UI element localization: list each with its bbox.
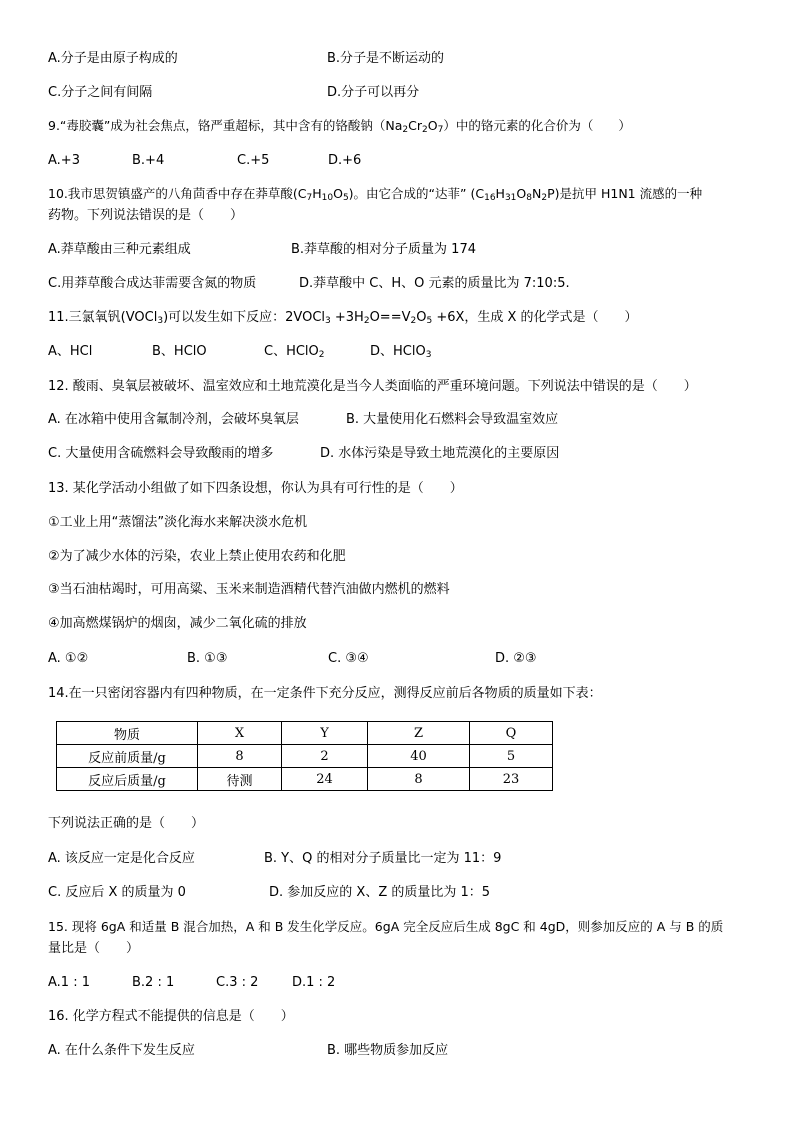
table-row — [57, 745, 553, 768]
q14-option-b: B. Y、Q 的相对分子质量比一定为 11：9 — [264, 851, 502, 866]
table-cell: 8 — [198, 745, 282, 768]
q13-stem: 13. 某化学活动小组做了如下四条设想，你认为具有可行性的是（ ） — [48, 481, 463, 496]
q8-option-b: B.分子是不断运动的 — [327, 51, 445, 66]
q9-option-a: A.+3 — [48, 153, 80, 168]
q12-stem: 12. 酸雨、臭氧层被破坏、温室效应和土地荒漠化是当今人类面临的严重环境问题。下列说法中错误的是（ ） — [48, 379, 697, 394]
q15-option-c: C.3 : 2 — [216, 975, 259, 990]
q14-stem: 14.在一只密闭容器内有四种物质，在一定条件下充分反应，测得反应前后各物质的质量如下表： — [48, 686, 602, 701]
q13-option-b: B. ①③ — [187, 651, 228, 666]
table-cell: 24 — [282, 768, 368, 791]
q16-stem: 16. 化学方程式不能提供的信息是（ ） — [48, 1009, 294, 1024]
table-header-cell: Z — [368, 722, 470, 745]
q15-option-d: D.1 : 2 — [292, 975, 336, 990]
q9-stem: 9.“毒胶囊”成为社会焦点，铬严重超标，其中含有的铬酸钠$(Na_2Cr_2O_7)$中的铬元素的化合价为（ ） — [48, 118, 631, 135]
q9-option-d: D.+6 — [328, 153, 362, 168]
q13-option-d: D. ②③ — [495, 651, 537, 666]
q10-option-c: C.用莽草酸合成达菲需要含氮的物质 — [48, 276, 257, 291]
q11-stem: 11.三氯氧钒(VOCl$_3$)可以发生如下反应：2VOCl$_3$ $+3H_2O==V_2O_5 +6X$，生成 X 的化学式是（ ） — [48, 310, 638, 326]
q8-option-a: A.分子是由原子构成的 — [48, 51, 178, 66]
q12-option-b: B. 大量使用化石燃料会导致温室效应 — [346, 412, 559, 427]
q10-stem-line1: 10.我市思贺镇盛产的八角茴香中存在莽草酸$(C_7H_{10}O_5)$。由它合成的“达菲” $(C_{16}H_{31}O_8N_2P)$是抗甲 H1N1 流感的一种 — [48, 186, 703, 203]
q13-item-4: ④加高燃煤锅炉的烟囱，减少二氧化硫的排放 — [48, 616, 307, 631]
q13-item-2: ②为了减少水体的污染，农业上禁止使用农药和化肥 — [48, 549, 346, 564]
table-cell: 反应后质量/g — [57, 768, 198, 791]
q13-option-c: C. ③④ — [328, 651, 369, 666]
q15-stem-line1: 15. 现将 6gA 和适量 B 混合加热，A 和 B 发生化学反应。6gA 完全反应后生成 8gC 和 4gD，则参加反应的 A 与 B 的质 — [48, 919, 724, 934]
q11-options — [48, 342, 431, 362]
q11-option-b: B、HClO — [152, 344, 207, 359]
q11-option-d: D、HClO$_3$ — [370, 344, 432, 360]
q16-option-a: A. 在什么条件下发生反应 — [48, 1043, 195, 1058]
q13-item-3: ③当石油枯竭时，可用高粱、玉米来制造酒精代替汽油做内燃机的燃料 — [48, 582, 450, 597]
q10-option-d: D.莽草酸中 C、H、O 元素的质量比为 7:10:5. — [299, 276, 570, 291]
q15-options — [48, 973, 335, 993]
table-cell: 2 — [282, 745, 368, 768]
table-cell: 反应前质量/g — [57, 745, 198, 768]
table-cell: 5 — [470, 745, 553, 768]
q12-option-a: A. 在冰箱中使用含氟制冷剂，会破坏臭氧层 — [48, 412, 299, 427]
q12-option-c: C. 大量使用含硫燃料会导致酸雨的增多 — [48, 446, 274, 461]
table-cell: 40 — [368, 745, 470, 768]
table-header-cell: Y — [282, 722, 368, 745]
table-cell: 待测 — [198, 768, 282, 791]
q16-option-b: B. 哪些物质参加反应 — [327, 1043, 449, 1058]
q14-prompt: 下列说法正确的是（ ） — [48, 816, 205, 831]
q15-option-a: A.1 : 1 — [48, 975, 90, 990]
table-cell: 8 — [368, 768, 470, 791]
table-header-row — [57, 722, 553, 745]
q13-item-1: ①工业上用“蒸馏法”淡化海水来解决淡水危机 — [48, 515, 308, 530]
table-header-cell: X — [198, 722, 282, 745]
table-header-cell: Q — [470, 722, 553, 745]
q14-mass-table — [56, 721, 553, 791]
q10-stem-line2: 药物。下列说法错误的是（ ） — [48, 208, 244, 223]
q9-options — [48, 151, 361, 171]
q8-option-d: D.分子可以再分 — [327, 85, 420, 100]
q15-option-b: B.2 : 1 — [132, 975, 175, 990]
q10-option-b: B.莽草酸的相对分子质量为 174 — [291, 242, 476, 257]
table-cell: 23 — [470, 768, 553, 791]
q10-option-a: A.莽草酸由三种元素组成 — [48, 242, 191, 257]
q13-options — [48, 649, 537, 669]
q8-option-c: C.分子之间有间隔 — [48, 85, 153, 100]
q9-option-c: C.+5 — [237, 153, 270, 168]
table-row — [57, 768, 553, 791]
q11-option-c: C、HClO$_2$ — [264, 344, 325, 360]
q13-option-a: A. ①② — [48, 651, 89, 666]
q9-option-b: B.+4 — [132, 153, 165, 168]
q14-option-d: D. 参加反应的 X、Z 的质量比为 1：5 — [269, 885, 491, 900]
q15-stem-line2: 量比是（ ） — [48, 941, 140, 956]
q12-option-d: D. 水体污染是导致土地荒漠化的主要原因 — [320, 446, 560, 461]
q14-option-c: C. 反应后 X 的质量为 0 — [48, 885, 186, 900]
q11-option-a: A、HCl — [48, 344, 93, 359]
q14-option-a: A. 该反应一定是化合反应 — [48, 851, 195, 866]
table-header-cell: 物质 — [57, 722, 198, 745]
